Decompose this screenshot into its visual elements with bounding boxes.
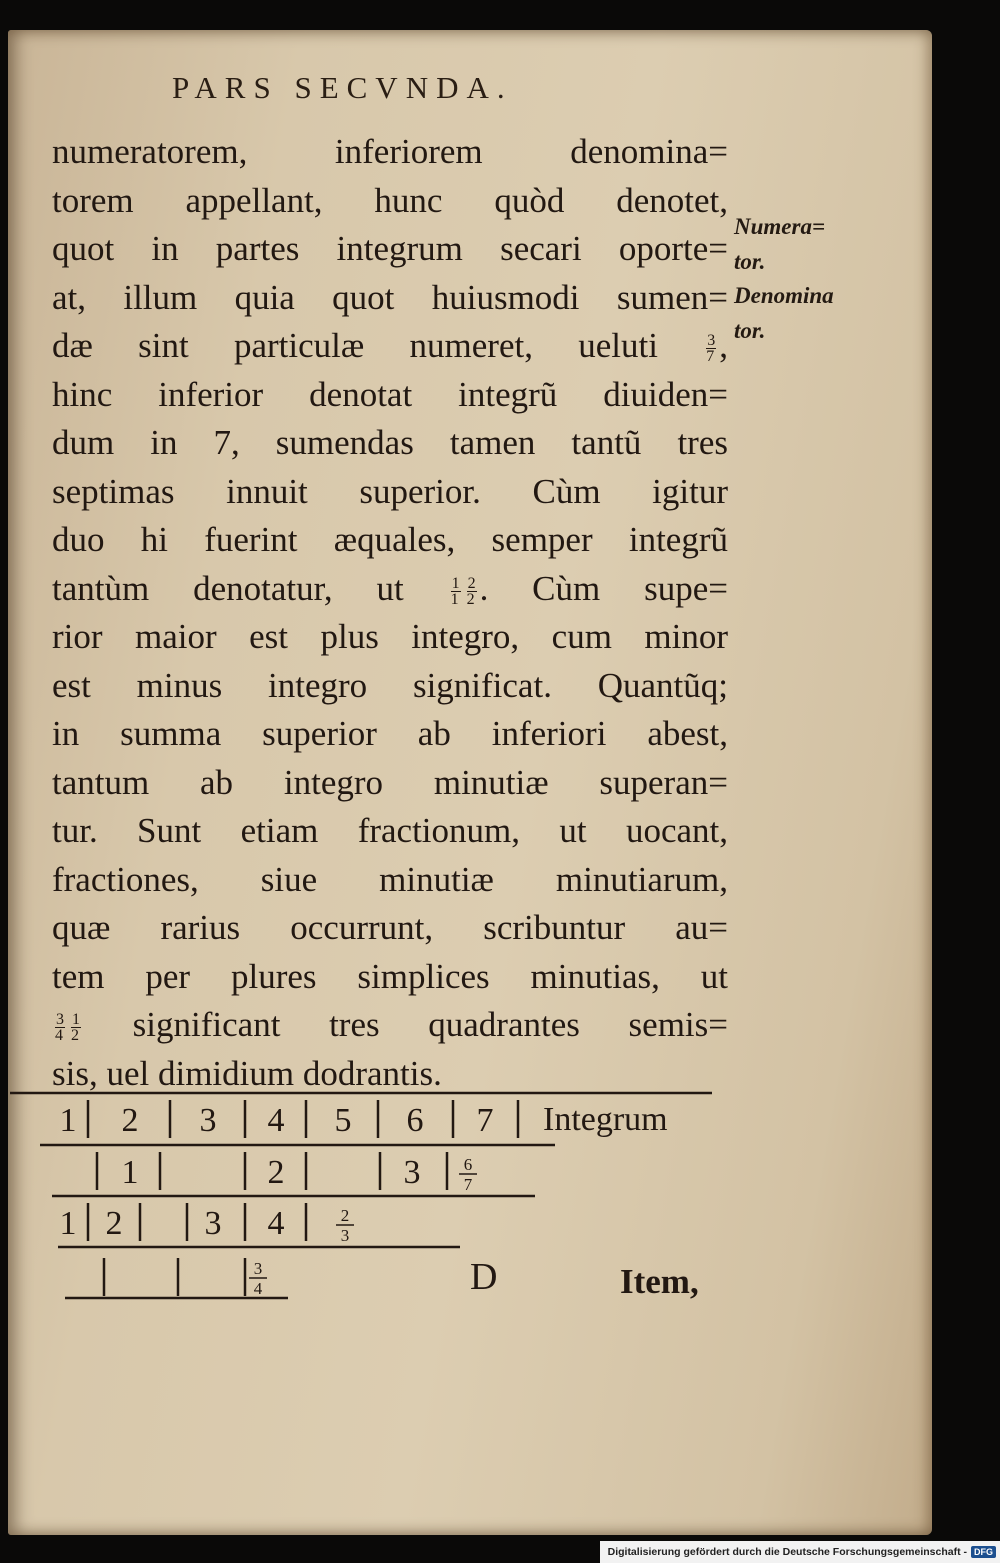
diagram-fraction-num: 6 — [463, 1155, 473, 1174]
fraction-1-2: $\frac{1}{2}$ — [71, 1011, 80, 1045]
text-line: in summa superior ab inferiori abest, — [52, 714, 728, 753]
diagram-number: 5 — [334, 1102, 352, 1139]
diagram-fraction-den: 4 — [253, 1279, 263, 1298]
text-line: torem appellant, hunc quòd denotet, — [52, 180, 728, 220]
text-line: septimas innuit superior. Cùm igitur — [52, 471, 728, 511]
margin-note: Numera= — [734, 214, 826, 239]
fraction-3-4: $\frac{3}{4}$ — [55, 1011, 64, 1045]
text-line: at, illum quia quot huiusmodi sumen= — [52, 277, 728, 317]
diagram-label-integrum: Integrum — [543, 1101, 668, 1138]
text-line: hinc inferior denotat integrũ diuiden= — [52, 374, 728, 414]
catchword: Item, — [620, 1262, 699, 1301]
running-head: PARS SECVNDA. — [172, 70, 513, 105]
diagram-number: 3 — [199, 1102, 217, 1139]
diagram-fraction-den: 7 — [463, 1175, 473, 1194]
text-line: tantum ab integro minutiæ superan= — [52, 762, 728, 802]
text-line-part: . Cùm supe= — [479, 568, 729, 608]
diagram-number: 2 — [121, 1102, 139, 1139]
text-line: numeratorem, inferiorem denomina= — [52, 132, 728, 171]
margin-note: tor. — [734, 317, 766, 343]
text-line: quot in partes integrum secari oporte= — [52, 229, 728, 268]
text-line: rior maior est plus integro, cum minor — [52, 617, 728, 656]
diagram-number: 4 — [267, 1205, 285, 1242]
margin-note: Denomina — [734, 283, 834, 308]
diagram-number: 3 — [204, 1205, 222, 1242]
text-line-part: significant tres quadrantes semis= — [132, 1005, 729, 1044]
text-line: sis, uel dimidium dodrantis. — [52, 1053, 442, 1093]
diagram-number: 7 — [476, 1102, 494, 1139]
diagram-number: 1 — [121, 1154, 139, 1191]
fraction-2-2: $\frac{2}{2}$ — [466, 574, 476, 608]
fraction-3-7: $\frac{3}{7}$ — [706, 332, 716, 366]
diagram-number: 1 — [59, 1102, 77, 1139]
signature-mark: D — [470, 1256, 498, 1298]
diagram-fraction-den: 3 — [340, 1226, 350, 1245]
footer-credit: Digitalisierung gefördert durch die Deutsche Forschungsgemeinschaft - — [607, 1546, 967, 1558]
diagram-number: 3 — [403, 1154, 421, 1191]
diagram-number: 2 — [267, 1154, 285, 1191]
fraction-1-1: $\frac{1}{1}$ — [450, 574, 460, 608]
text-line: fractiones, siue minutiæ minutiarum, — [52, 859, 728, 899]
text-line-part: tantùm denotatur, ut — [52, 568, 404, 608]
text-line: tem per plures simplices minutias, ut — [52, 956, 728, 996]
text-line: dæ sint particulæ numeret, ueluti $\frac{3}{7}$ , — [52, 326, 728, 366]
margin-note: tor. — [734, 248, 766, 274]
text-line: tur. Sunt etiam fractionum, ut uocant, — [52, 811, 728, 850]
diagram-number: 1 — [59, 1205, 77, 1242]
text-line: dum in 7, sumendas tamen tantũ tres — [52, 423, 728, 462]
diagram-number: 6 — [406, 1102, 424, 1139]
diagram-fraction-num: 2 — [340, 1206, 350, 1225]
text-line: quæ rarius occurrunt, scribuntur au= — [52, 908, 728, 947]
diagram-number: 4 — [267, 1102, 285, 1139]
diagram-number: 2 — [105, 1205, 123, 1242]
text-line-part: dæ sint particulæ numeret, ueluti — [52, 326, 658, 365]
diagram-fraction-num: 3 — [253, 1259, 263, 1278]
dfg-logo: DFG — [971, 1546, 996, 1558]
text-line: est minus integro significat. Quantũq; — [52, 665, 728, 705]
text-line: duo hi fuerint æquales, semper integrũ — [52, 520, 728, 559]
footer-bar — [600, 1541, 1000, 1563]
